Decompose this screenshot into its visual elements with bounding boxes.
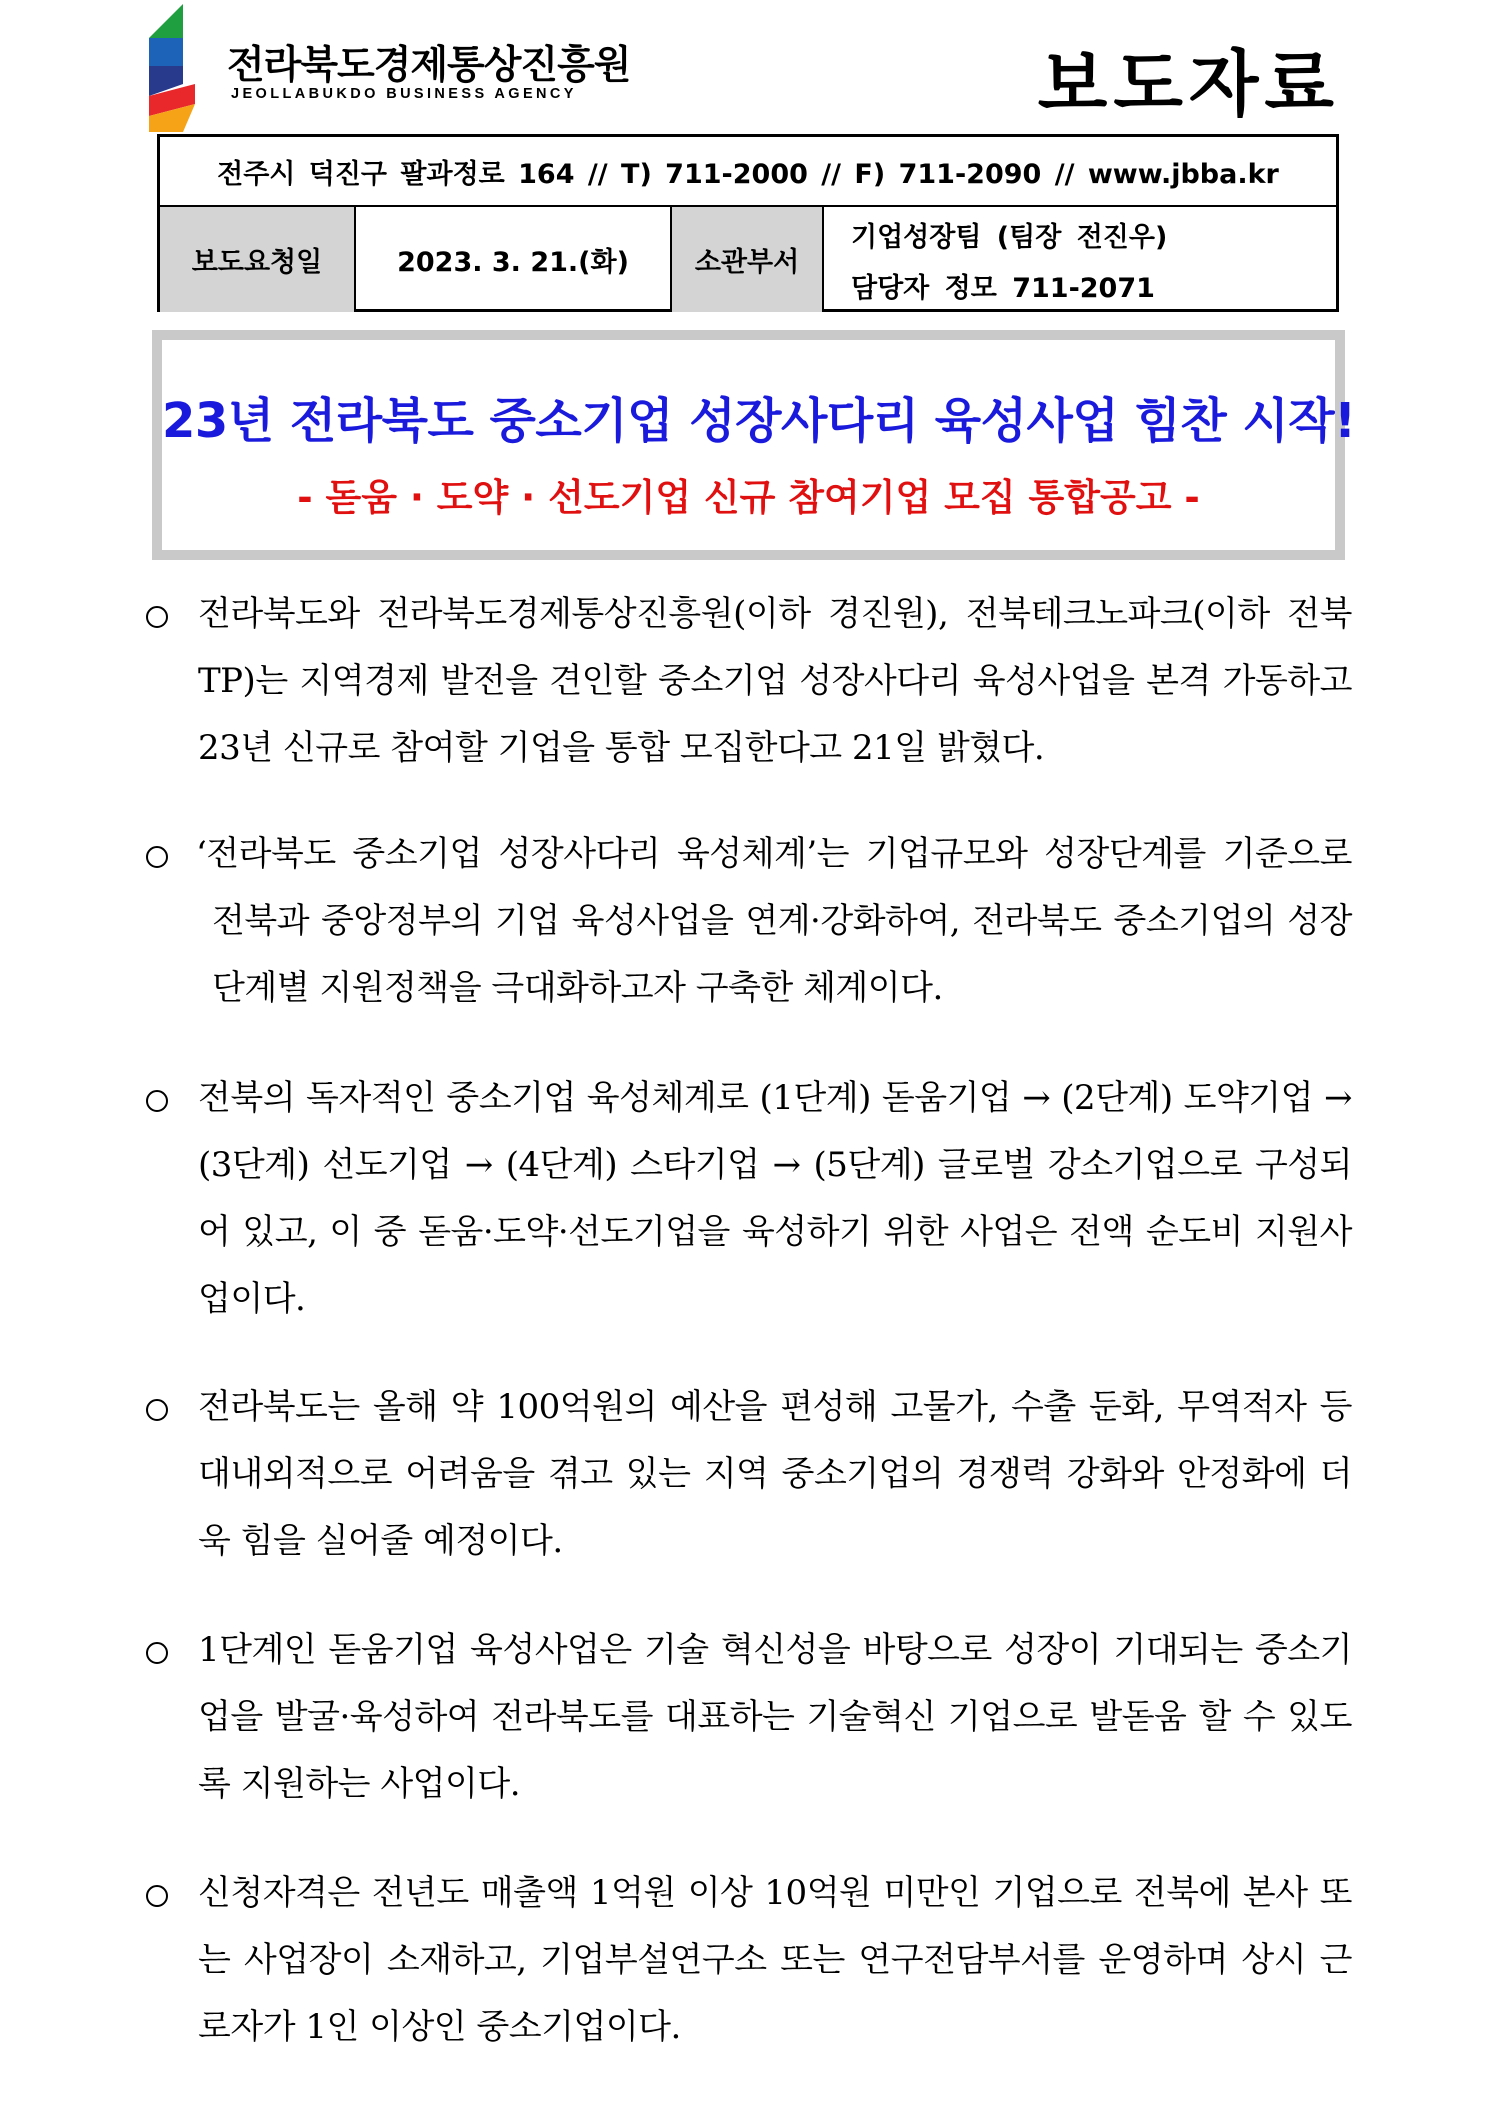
paragraph-text: ‘전라북도 중소기업 성장사다리 육성체계’는 기업규모와 성장단계를 기준으로 전북과 중앙정부의 기업 육성사업을 연계·강화하여, 전라북도 중소기업의 성장단계별 지원정책을 극대화하고자 구축한 체계이다.	[196, 834, 1352, 1008]
subheadline: - 돋움 · 도약 · 선도기업 신규 참여기업 모집 통합공고 -	[297, 476, 1200, 519]
headline-box	[152, 330, 1356, 560]
org-logo	[143, 4, 631, 132]
paragraph-text: 신청자격은 전년도 매출액 1억원 이상 10억원 미만인 기업으로 전북에 본사 또는 사업장이 소재하고, 기업부설연구소 또는 연구전담부서를 운영하며 상시 근로자가 1인 이상인 중소기업이다.	[198, 1873, 1352, 2047]
request-date-label: 보도요청일	[160, 207, 356, 312]
circle-bullet-icon	[146, 1885, 168, 1907]
paragraph-5	[146, 1630, 1352, 1818]
circle-bullet-icon	[146, 606, 168, 628]
circle-bullet-icon	[146, 1399, 168, 1421]
paragraph-text: 전라북도와 전라북도경제통상진흥원(이하 경진원), 전북테크노파크(이하 전북 TP)는 지역경제 발전을 견인할 중소기업 성장사다리 육성사업을 본격 가동하고 23년 신규로 참여할 기업을 통합 모집한다고 21일 밝혔다.	[198, 594, 1352, 768]
department-info	[824, 207, 1336, 312]
press-info-table	[157, 134, 1339, 312]
paragraph-2	[146, 834, 1352, 1022]
department-name: 기업성장팀 (팀장 전진우)	[851, 221, 1168, 253]
paragraph-text: 전라북도는 올해 약 100억원의 예산을 편성해 고물가, 수출 둔화, 무역적자 등 대내외적으로 어려움을 겪고 있는 지역 중소기업의 경쟁력 강화와 안정화에 더욱 힘을 실어줄 예정이다.	[198, 1387, 1352, 1561]
contact-line: 전주시 덕진구 팔과정로 164 // T) 711-2000 // F) 711-2090 // www.jbba.kr	[160, 137, 1336, 207]
document-type-heading: 보도자료	[1037, 42, 1340, 126]
org-name-korean: 전라북도경제통상진흥원	[227, 43, 631, 88]
paragraph-text: 1단계인 돋움기업 육성사업은 기술 혁신성을 바탕으로 성장이 기대되는 중소기업을 발굴·육성하여 전라북도를 대표하는 기술혁신 기업으로 발돋움 할 수 있도록 지원하는 사업이다.	[198, 1630, 1352, 1804]
contact-person: 담당자 정모 711-2071	[851, 272, 1155, 304]
circle-bullet-icon	[146, 846, 168, 868]
paragraph-4	[146, 1387, 1352, 1575]
headline: 23년 전라북도 중소기업 성장사다리 육성사업 힘찬 시작!	[162, 393, 1356, 449]
paragraph-3	[146, 1078, 1352, 1333]
paragraph-6	[146, 1873, 1352, 2061]
org-name-english: JEOLLABUKDO BUSINESS AGENCY	[231, 86, 577, 102]
department-label: 소관부서	[672, 207, 824, 312]
paragraph-1	[146, 594, 1352, 782]
circle-bullet-icon	[146, 1090, 168, 1112]
request-date-value: 2023. 3. 21.(화)	[356, 207, 672, 312]
paragraph-text: 전북의 독자적인 중소기업 육성체계로 (1단계) 돋움기업 → (2단계) 도약기업 → (3단계) 선도기업 → (4단계) 스타기업 → (5단계) 글로벌 강소기업으로 구성되어 있고, 이 중 돋움·도약·선도기업을 육성하기 위한 사업은 전액 순도비 지원사업이다.	[198, 1078, 1352, 1319]
circle-bullet-icon	[146, 1642, 168, 1664]
jbba-logo-icon	[143, 4, 223, 132]
